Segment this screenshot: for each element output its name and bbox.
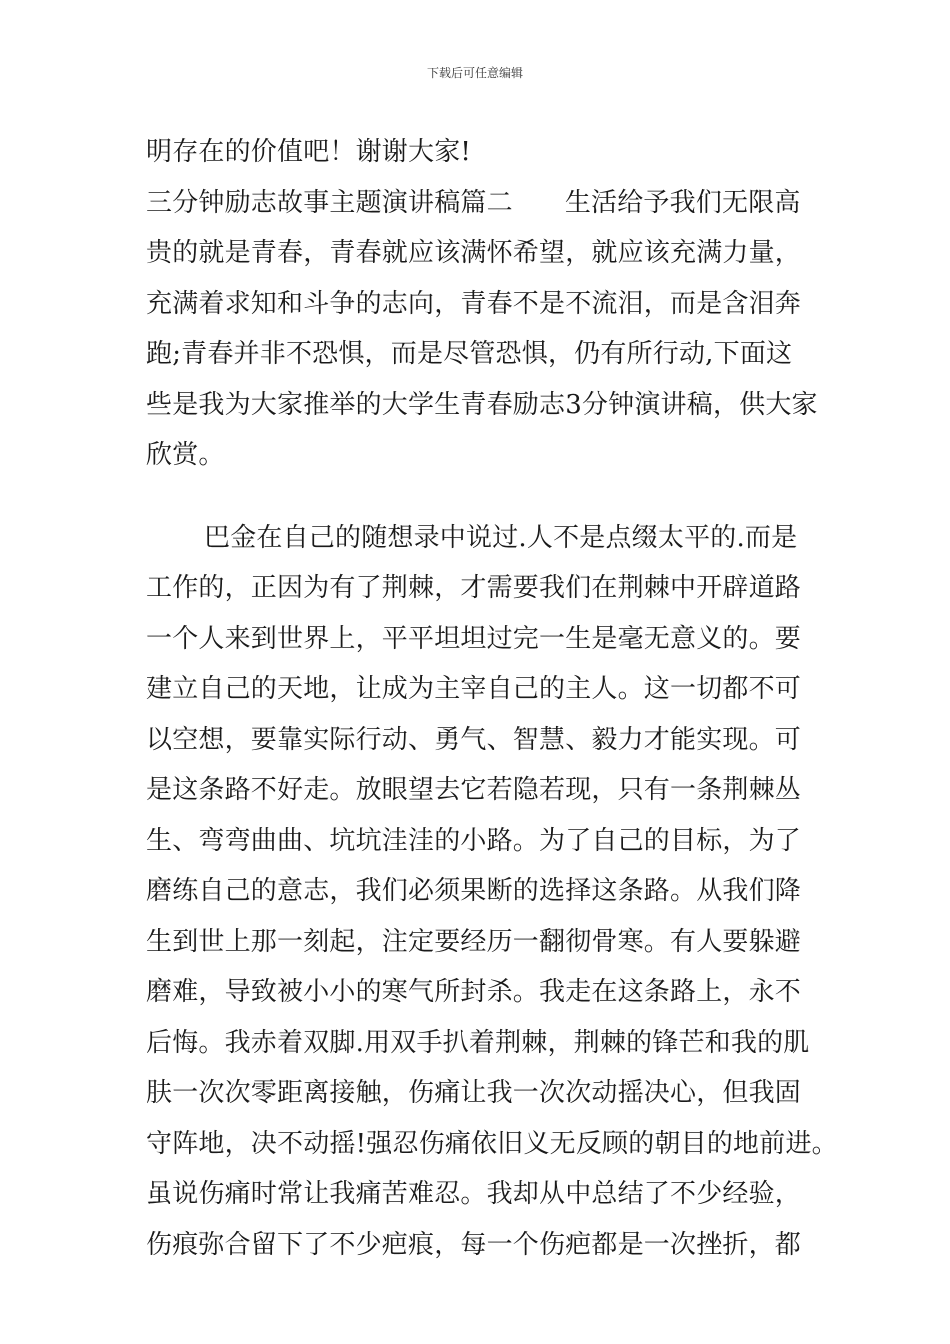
text-line: 充满着求知和斗争的志向，青春不是不流泪，而是含泪奔: [146, 288, 802, 319]
text-line: 生到世上那一刻起，注定要经历一翻彻骨寒。有人要躲避: [146, 926, 802, 957]
text-line: 后悔。我赤着双脚.用双手扒着荆棘，荆棘的锋芒和我的肌: [146, 1027, 810, 1058]
text-line: 伤痕弥合留下了不少疤痕，每一个伤疤都是一次挫折，都: [146, 1229, 802, 1260]
text-line: 肤一次次零距离接触，伤痛让我一次次动摇决心，但我固: [146, 1078, 802, 1108]
text-line: 以空想，要靠实际行动、勇气、智慧、毅力才能实现。可: [146, 724, 802, 755]
text-line: [146, 178, 826, 229]
text-line: 是这条路不好走。放眼望去它若隐若现，只有一条荆棘丛: [146, 775, 802, 805]
text-line: 虽说伤痛时常让我痛苦难忍。我却从中总结了不少经验，: [146, 1179, 802, 1209]
text-line: 跑;青春并非不恐惧，而是尽管恐惧，仍有所行动,下面这: [146, 339, 793, 369]
text-segment: 生活给予我们无限高: [564, 187, 801, 218]
text-line: 磨练自己的意志，我们必须果断的选择这条路。从我们降: [146, 876, 802, 906]
text-line: 巴金在自己的随想录中说过.人不是点缀太平的.而是: [204, 522, 798, 553]
page-header: 下载后可任意编辑: [426, 66, 523, 80]
text-line: 贵的就是青春，青春就应该满怀希望，就应该充满力量，: [146, 238, 802, 268]
text-line: 欣赏。: [146, 440, 225, 470]
section-title: 三分钟励志故事主题演讲稿篇二: [146, 187, 513, 218]
text-line: 一个人来到世界上，平平坦坦过完一生是毫无意义的。要: [146, 623, 802, 654]
text-line: 些是我为大家推举的大学生青春励志3分钟演讲稿，供大家: [146, 389, 818, 420]
document-body: [146, 127, 838, 1270]
text-line: 磨难，导致被小小的寒气所封杀。我走在这条路上，永不: [146, 977, 802, 1007]
text-line: 守阵地，决不动摇!强忍伤痛依旧义无反顾的朝目的地前进。: [146, 1128, 838, 1159]
text-line: 生、弯弯曲曲、坑坑洼洼的小路。为了自己的目标，为了: [146, 825, 802, 856]
text-line: 建立自己的天地，让成为主宰自己的主人。这一切都不可: [146, 674, 802, 704]
text-line: 工作的，正因为有了荆棘，才需要我们在荆棘中开辟道路: [146, 573, 802, 603]
paragraph-gap: [146, 481, 826, 513]
text-line: 明存在的价值吧！谢谢大家!: [146, 137, 472, 167]
